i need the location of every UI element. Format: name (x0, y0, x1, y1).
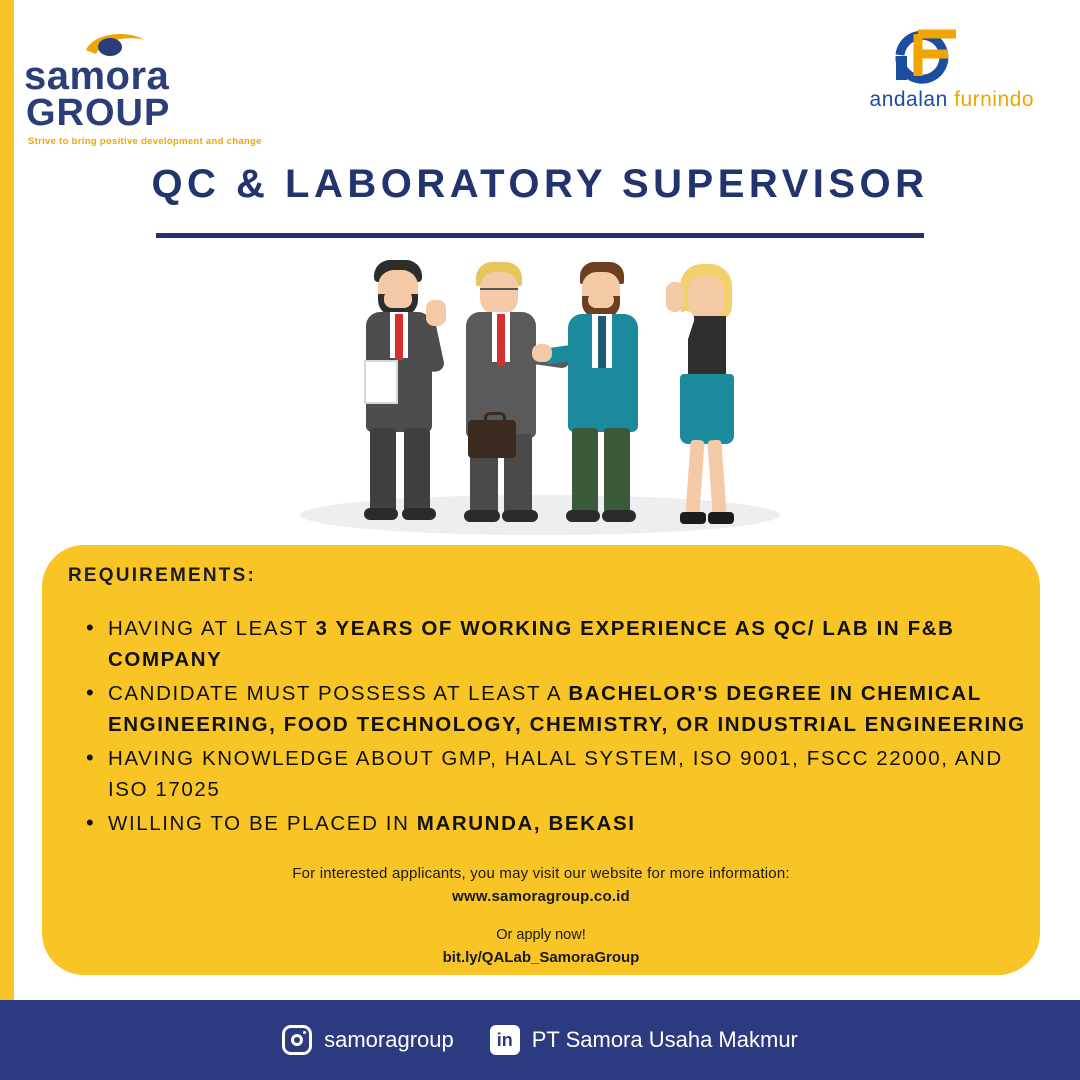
linkedin-icon: in (490, 1025, 520, 1055)
person-thumbs-up (360, 256, 450, 526)
social-footer-bar (0, 1000, 1080, 1080)
list-item (108, 743, 1048, 805)
instagram-icon (282, 1025, 312, 1055)
requirement-text-plain: WILLING TO BE PLACED IN (108, 812, 417, 835)
business-people-illustration (300, 250, 780, 550)
list-item (108, 613, 1048, 675)
website-prompt: For interested applicants, you may visit our website for more information: (292, 865, 790, 882)
af-monogram-icon (856, 26, 966, 84)
samora-logo (24, 26, 324, 146)
list-item (108, 678, 1048, 740)
person-pointing-up (664, 262, 754, 534)
samora-wordmark: samora (24, 54, 170, 98)
requirement-text-bold: MARUNDA, BEKASI (416, 812, 636, 835)
requirement-text-plain: HAVING AT LEAST (108, 617, 316, 640)
af-word-andalan: andalan (869, 88, 948, 111)
linkedin-company-name: PT Samora Usaha Makmur (531, 1027, 798, 1052)
website-url[interactable]: www.samoragroup.co.id (452, 888, 630, 905)
af-word-furnindo: furnindo (954, 88, 1034, 111)
andalan-furnindo-logo (834, 26, 1034, 126)
samora-group-text: GROUP (26, 92, 171, 134)
requirement-text-bold: BACHELOR'S DEGREE IN CHEMICAL ENGINEERING, FOOD TECHNOLOGY, CHEMISTRY, OR INDUSTRIAL ENGINEERING (108, 682, 1026, 736)
requirement-text-plain: HAVING KNOWLEDGE ABOUT GMP, HALAL SYSTEM, ISO 9001, FSCC 22000, AND ISO 17025 (108, 747, 1003, 801)
requirements-heading: REQUIREMENTS: (68, 565, 256, 586)
instagram-account[interactable] (282, 1025, 454, 1055)
requirement-text-plain: CANDIDATE MUST POSSESS AT LEAST A (108, 682, 569, 705)
requirement-text-bold: 3 YEARS OF WORKING EXPERIENCE AS QC/ LAB IN F&B COMPANY (108, 617, 955, 671)
andalan-furnindo-wordmark (870, 88, 1034, 112)
samora-tagline: Strive to bring positive development and change (28, 136, 262, 147)
requirements-list (76, 613, 1048, 842)
apply-link[interactable]: bit.ly/QALab_SamoraGroup (442, 949, 640, 966)
apply-info (42, 865, 1040, 966)
list-item (108, 808, 1048, 839)
requirements-card (42, 545, 1040, 975)
apply-prompt: Or apply now! (496, 927, 586, 943)
person-teal-jacket (558, 258, 658, 528)
person-with-briefcase (458, 260, 558, 530)
title-divider (156, 233, 924, 238)
page-title: QC & LABORATORY SUPERVISOR (151, 162, 929, 206)
instagram-handle: samoragroup (324, 1027, 454, 1052)
linkedin-account[interactable] (490, 1025, 798, 1055)
